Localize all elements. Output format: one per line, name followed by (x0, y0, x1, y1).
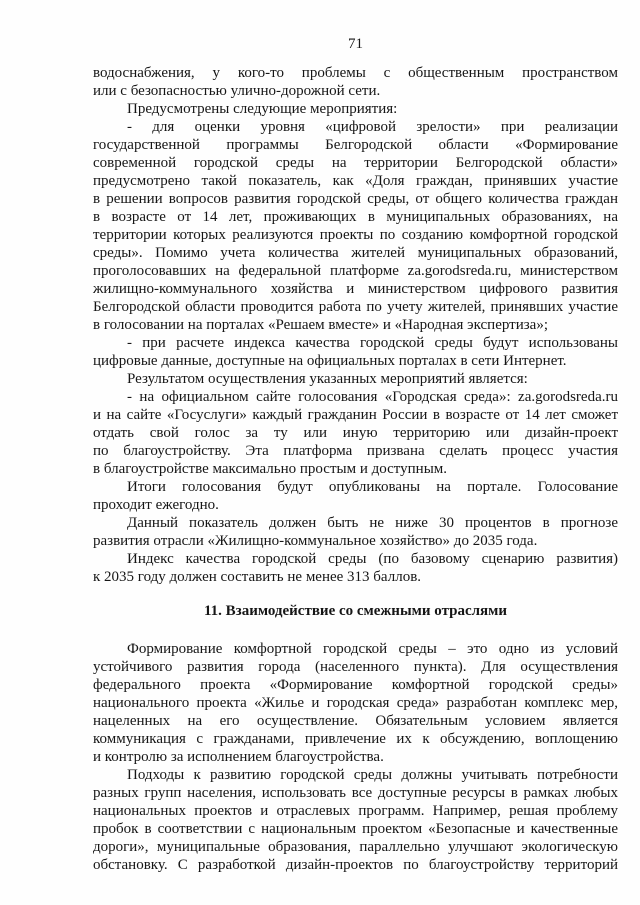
text-line: жилищно-коммунального хозяйства и министерством цифрового развития (93, 281, 618, 297)
text-line: разных групп населения, использовать все доступные ресурсы в рамках любых (93, 785, 618, 801)
paragraph (93, 550, 618, 586)
page-number: 71 (348, 36, 363, 52)
text-line: Результатом осуществления указанных мероприятий является: (127, 371, 528, 387)
text-line: государственной программы Белгородской области «Формирование (93, 137, 618, 153)
text-line: по благоустройству. Эта платформа призвана сделать процесс участия (93, 443, 618, 459)
text-line: развития отрасли «Жилищно-коммунальное хозяйство» до 2035 года. (93, 533, 538, 549)
text-line: Формирование комфортной городской среды – это одно из условий (127, 641, 618, 657)
text-line: территории которых реализуются проекты по созданию комфортной городской (93, 227, 618, 243)
section-text (93, 640, 618, 874)
paragraph (93, 388, 618, 478)
text-line: к 2035 году должен составить не менее 313 баллов. (93, 569, 422, 585)
text-line: предусмотрено такой показатель, как «Доля граждан, принявших участие (93, 173, 618, 189)
text-line: обстановку. С разработкой дизайн-проектов по благоустройству территорий (93, 857, 618, 873)
text-line: федерального проекта «Формирование комфортной городской среды» (93, 677, 618, 693)
text-line: проходит ежегодно. (93, 497, 219, 513)
text-line: Белгородской области проводится работа по учету жителей, принявших участие (93, 299, 618, 315)
text-line: пробок в соответствии с национальным проектом «Безопасные и качественные (93, 821, 618, 837)
text-line: в благоустройстве максимально простым и доступным. (93, 461, 448, 477)
paragraph (93, 766, 618, 874)
text-line: национального проекта «Жилье и городская среда» разработан комплекс мер, (93, 695, 618, 711)
text-line: дороги», муниципальные образования, параллельно улучшают экологическую (93, 839, 618, 855)
text-line: нацеленных на его осуществление. Обязательным условием является (93, 713, 618, 729)
text-line: проголосовавших на федеральной платформе za.gorodsreda.ru, министерством (93, 263, 618, 279)
paragraph (93, 100, 618, 118)
text-line: водоснабжения, у кого-то проблемы с общественным пространством (93, 65, 618, 81)
page-content (93, 35, 618, 874)
body-text (93, 64, 618, 586)
section-heading: 11. Взаимодействие со смежными отраслями (203, 603, 508, 619)
paragraph (93, 370, 618, 388)
text-line: - для оценки уровня «цифровой зрелости» при реализации (127, 119, 618, 135)
text-line: цифровые данные, доступные на официальных порталах в сети Интернет. (93, 353, 567, 369)
text-line: устойчивого развития города (населенного пункта). Для осуществления (93, 659, 618, 675)
paragraph (93, 334, 618, 370)
text-line: Индекс качества городской среды (по базовому сценарию развития) (127, 551, 618, 567)
text-line: коммуникация с гражданами, привлечение их к обсуждению, воплощению (93, 731, 618, 747)
text-line: современной городской среды на территории Белгородской области» (93, 155, 618, 171)
text-line: среды». Помимо учета количества жителей муниципальных образований, (93, 245, 618, 261)
text-line: - при расчете индекса качества городской среды будут использованы (127, 335, 618, 351)
text-line: Подходы к развитию городской среды должны учитывать потребности (127, 767, 618, 783)
paragraph (93, 640, 618, 766)
text-line: отдать свой голос за ту или иную территорию или дизайн-проект (93, 425, 618, 441)
text-line: в голосовании на порталах «Решаем вместе» и «Народная экспертиза»; (93, 317, 549, 333)
text-line: и контролю за исполнением благоустройства. (93, 749, 384, 765)
text-line: или с безопасностью улично-дорожной сети. (93, 83, 381, 99)
paragraph (93, 478, 618, 514)
text-line: в возрасте от 14 лет, проживающих в муниципальных образованиях, на (93, 209, 618, 225)
paragraph (93, 118, 618, 334)
paragraph (93, 64, 618, 100)
text-line: - на официальном сайте голосования «Городская среда»: za.gorodsreda.ru (127, 389, 618, 405)
paragraph (93, 514, 618, 550)
text-line: и на сайте «Госуслуги» каждый гражданин России в возрасте от 14 лет сможет (93, 407, 618, 423)
text-line: Данный показатель должен быть не ниже 30 процентов в прогнозе (127, 515, 618, 531)
text-line: в решении вопросов развития городской среды, от общего количества граждан (93, 191, 618, 207)
text-line: Предусмотрены следующие мероприятия: (127, 101, 398, 117)
text-line: национальных проектов и отраслевых программ. Например, решая проблему (93, 803, 618, 819)
text-line: Итоги голосования будут опубликованы на портале. Голосование (127, 479, 618, 495)
